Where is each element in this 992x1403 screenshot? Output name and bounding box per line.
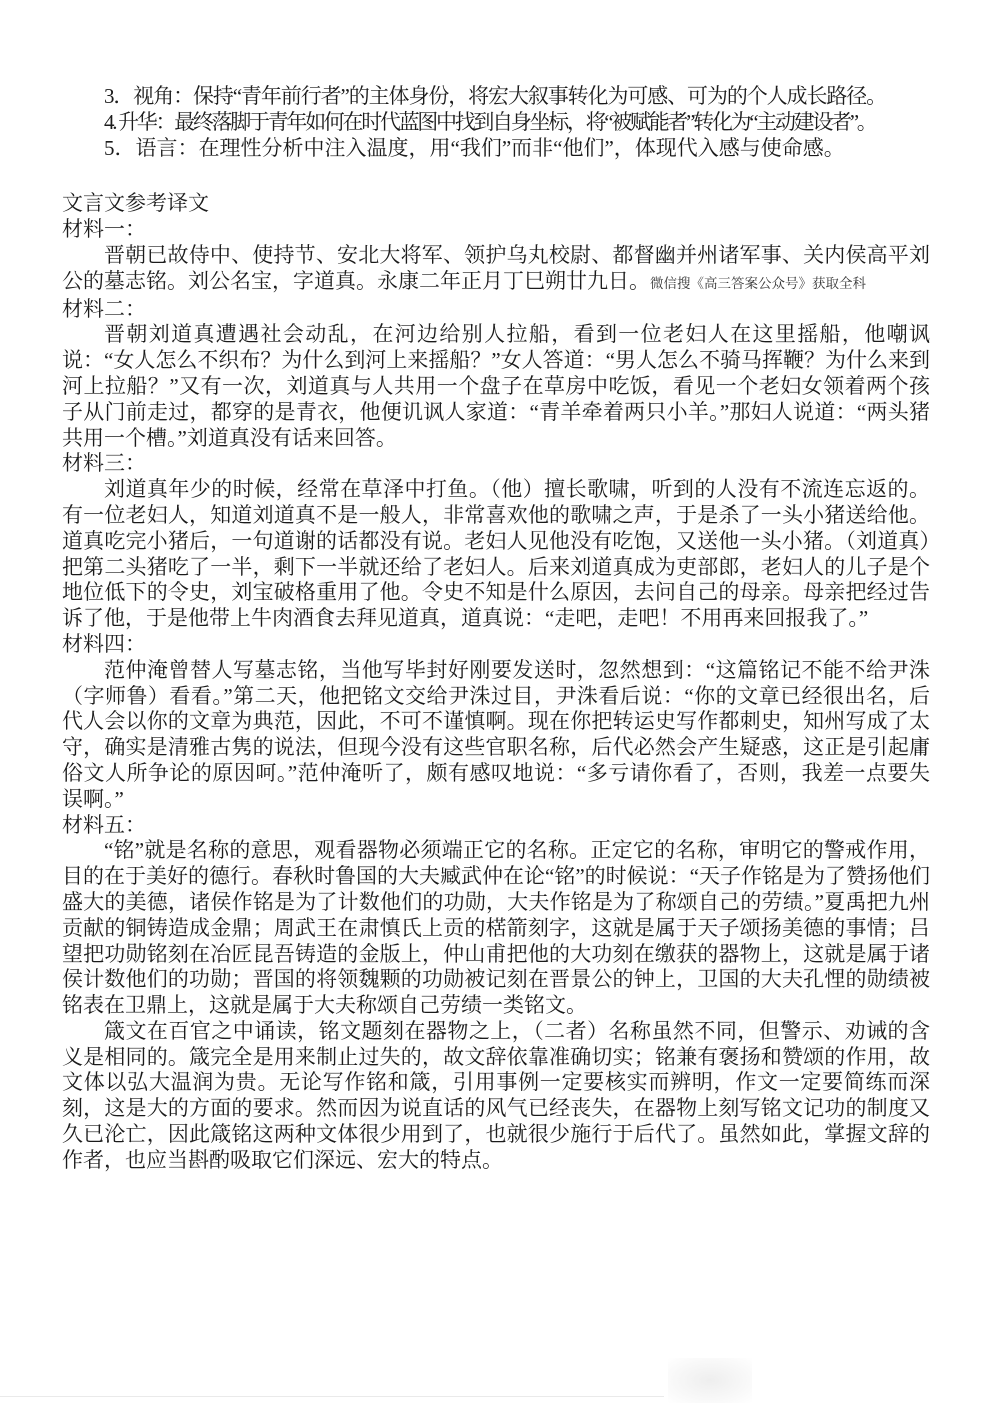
material-1-text: 晋朝已故侍中、使持节、安北大将军、领护乌丸校尉、都督幽并州诸军事、关内侯高平刘公的墓志铭。刘公名宝，字道真。永康二年正月丁巳朔廿九日。 bbox=[62, 242, 930, 293]
material-5-label: 材料五： bbox=[62, 812, 146, 837]
material-4-label: 材料四： bbox=[62, 631, 146, 656]
scan-artifact-smudge bbox=[668, 1358, 752, 1403]
essay-point-3: 3．视角：保持“青年前行者”的主体身份，将宏大叙事转化为可感、可为的个人成长路径。 bbox=[104, 84, 887, 108]
material-2-label: 材料二： bbox=[62, 296, 146, 321]
material-1-label: 材料一： bbox=[62, 217, 146, 242]
material-1-paragraph bbox=[62, 243, 930, 297]
material-3-paragraph: 刘道真年少的时候，经常在草泽中打鱼。（他）擅长歌啸，听到的人没有不流连忘返的。有一位老妇人，知道刘道真不是一般人，非常喜欢他的歌啸之声，于是杀了一头小猪送给他。道真吃完小猪后，一句道谢的话都没有说。老妇人见他没有吃饱，又送他一头小猪。（刘道真）把第二头猪吃了一半，剩下一半就还给了老妇人。后来刘道真成为吏部郎，老妇人的儿子是个地位低下的令史，刘宝破格重用了他。令史不知是什么原因，去问自己的母亲。母亲把经过告诉了他，于是他带上牛肉酒食去拜见道真，道真说：“走吧，走吧！不用再来回报我了。” bbox=[62, 477, 930, 631]
translation-heading: 文言文参考译文 bbox=[62, 191, 209, 216]
material-3-label: 材料三： bbox=[62, 451, 146, 476]
material-5-paragraph-2: 箴文在百官之中诵读，铭文题刻在器物之上，（二者）名称虽然不同，但警示、劝诫的含义是相同的。箴完全是用来制止过失的，故文辞依靠准确切实；铭兼有褒扬和赞颂的作用，故文体以弘大温润为贵。无论写作铭和箴，引用事例一定要核实而辨明，作文一定要简练而深刻，这是大的方面的要求。然而因为说直话的风气已经丧失，在器物上刻写铭文记功的制度又久已沦亡，因此箴铭这两种文体很少用到了，也就很少施行于后代了。虽然如此，掌握文辞的作者，也应当斟酌吸取它们深远、宏大的特点。 bbox=[62, 1018, 930, 1172]
essay-point-4: 4. 升华：最终落脚于青年如何在时代蓝图中找到自身坐标，将“被赋能者”转化为“主动建设者”。 bbox=[104, 109, 876, 134]
wechat-watermark-note: 微信搜《高三答案公众号》获取全科 bbox=[650, 275, 866, 291]
material-5-paragraph-1: “铭”就是名称的意思，观看器物必须端正它的名称。正定它的名称，审明它的警戒作用，目的在于美好的德行。春秋时鲁国的大夫臧武仲在论“铭”的时候说：“天子作铭是为了赞扬他们盛大的美德，诸侯作铭是为了计数他们的功勋，大夫作铭是为了称颂自己的劳绩。”夏禹把九州贡献的铜铸造成金鼎；周武王在肃慎氏上贡的楛箭刻字，这就是属于天子颂扬美德的事情；吕望把功勋铭刻在冶匠昆吾铸造的金版上，仲山甫把他的大功刻在缴获的器物上，这就是属于诸侯计数他们的功勋；晋国的将领魏颗的功勋被记刻在晋景公的钟上，卫国的大夫孔悝的勋绩被铭表在卫鼎上，这就是属于大夫称颂自己劳绩一类铭文。 bbox=[62, 838, 930, 1018]
document-page bbox=[62, 84, 930, 1174]
scan-artifact-line bbox=[0, 1396, 664, 1397]
material-2-paragraph: 晋朝刘道真遭遇社会动乱，在河边给别人拉船，看到一位老妇人在这里摇船，他嘲讽说：“女人怎么不织布？为什么到河上来摇船？”女人答道：“男人怎么不骑马挥鞭？为什么来到河上拉船？”又有一次，刘道真与人共用一个盘子在草房中吃饭，看见一个老妇女领着两个孩子从门前走过，都穿的是青衣，他便讥讽人家道：“青羊牵着两只小羊。”那妇人说道：“两头猪共用一个槽。”刘道真没有话来回答。 bbox=[62, 322, 930, 450]
essay-point-5: 5．语言：在理性分析中注入温度，用“我们”而非“他们”，体现代入感与使命感。 bbox=[104, 135, 845, 160]
material-4-paragraph: 范仲淹曾替人写墓志铭，当他写毕封好刚要发送时，忽然想到：“这篇铭记不能不给尹洙（字师鲁）看看。”第二天，他把铭文交给尹洙过目，尹洙看后说：“你的文章已经很出名，后代人会以你的文章为典范，因此，不可不谨慎啊。现在你把转运史写作都刺史，知州写成了太守，确实是清雅古隽的说法，但现今没有这些官职名称，后代必然会产生疑惑，这正是引起庸俗文人所争论的原因呵。”范仲淹听了，颇有感叹地说：“多亏请你看了，否则，我差一点要失误啊。” bbox=[62, 657, 930, 811]
